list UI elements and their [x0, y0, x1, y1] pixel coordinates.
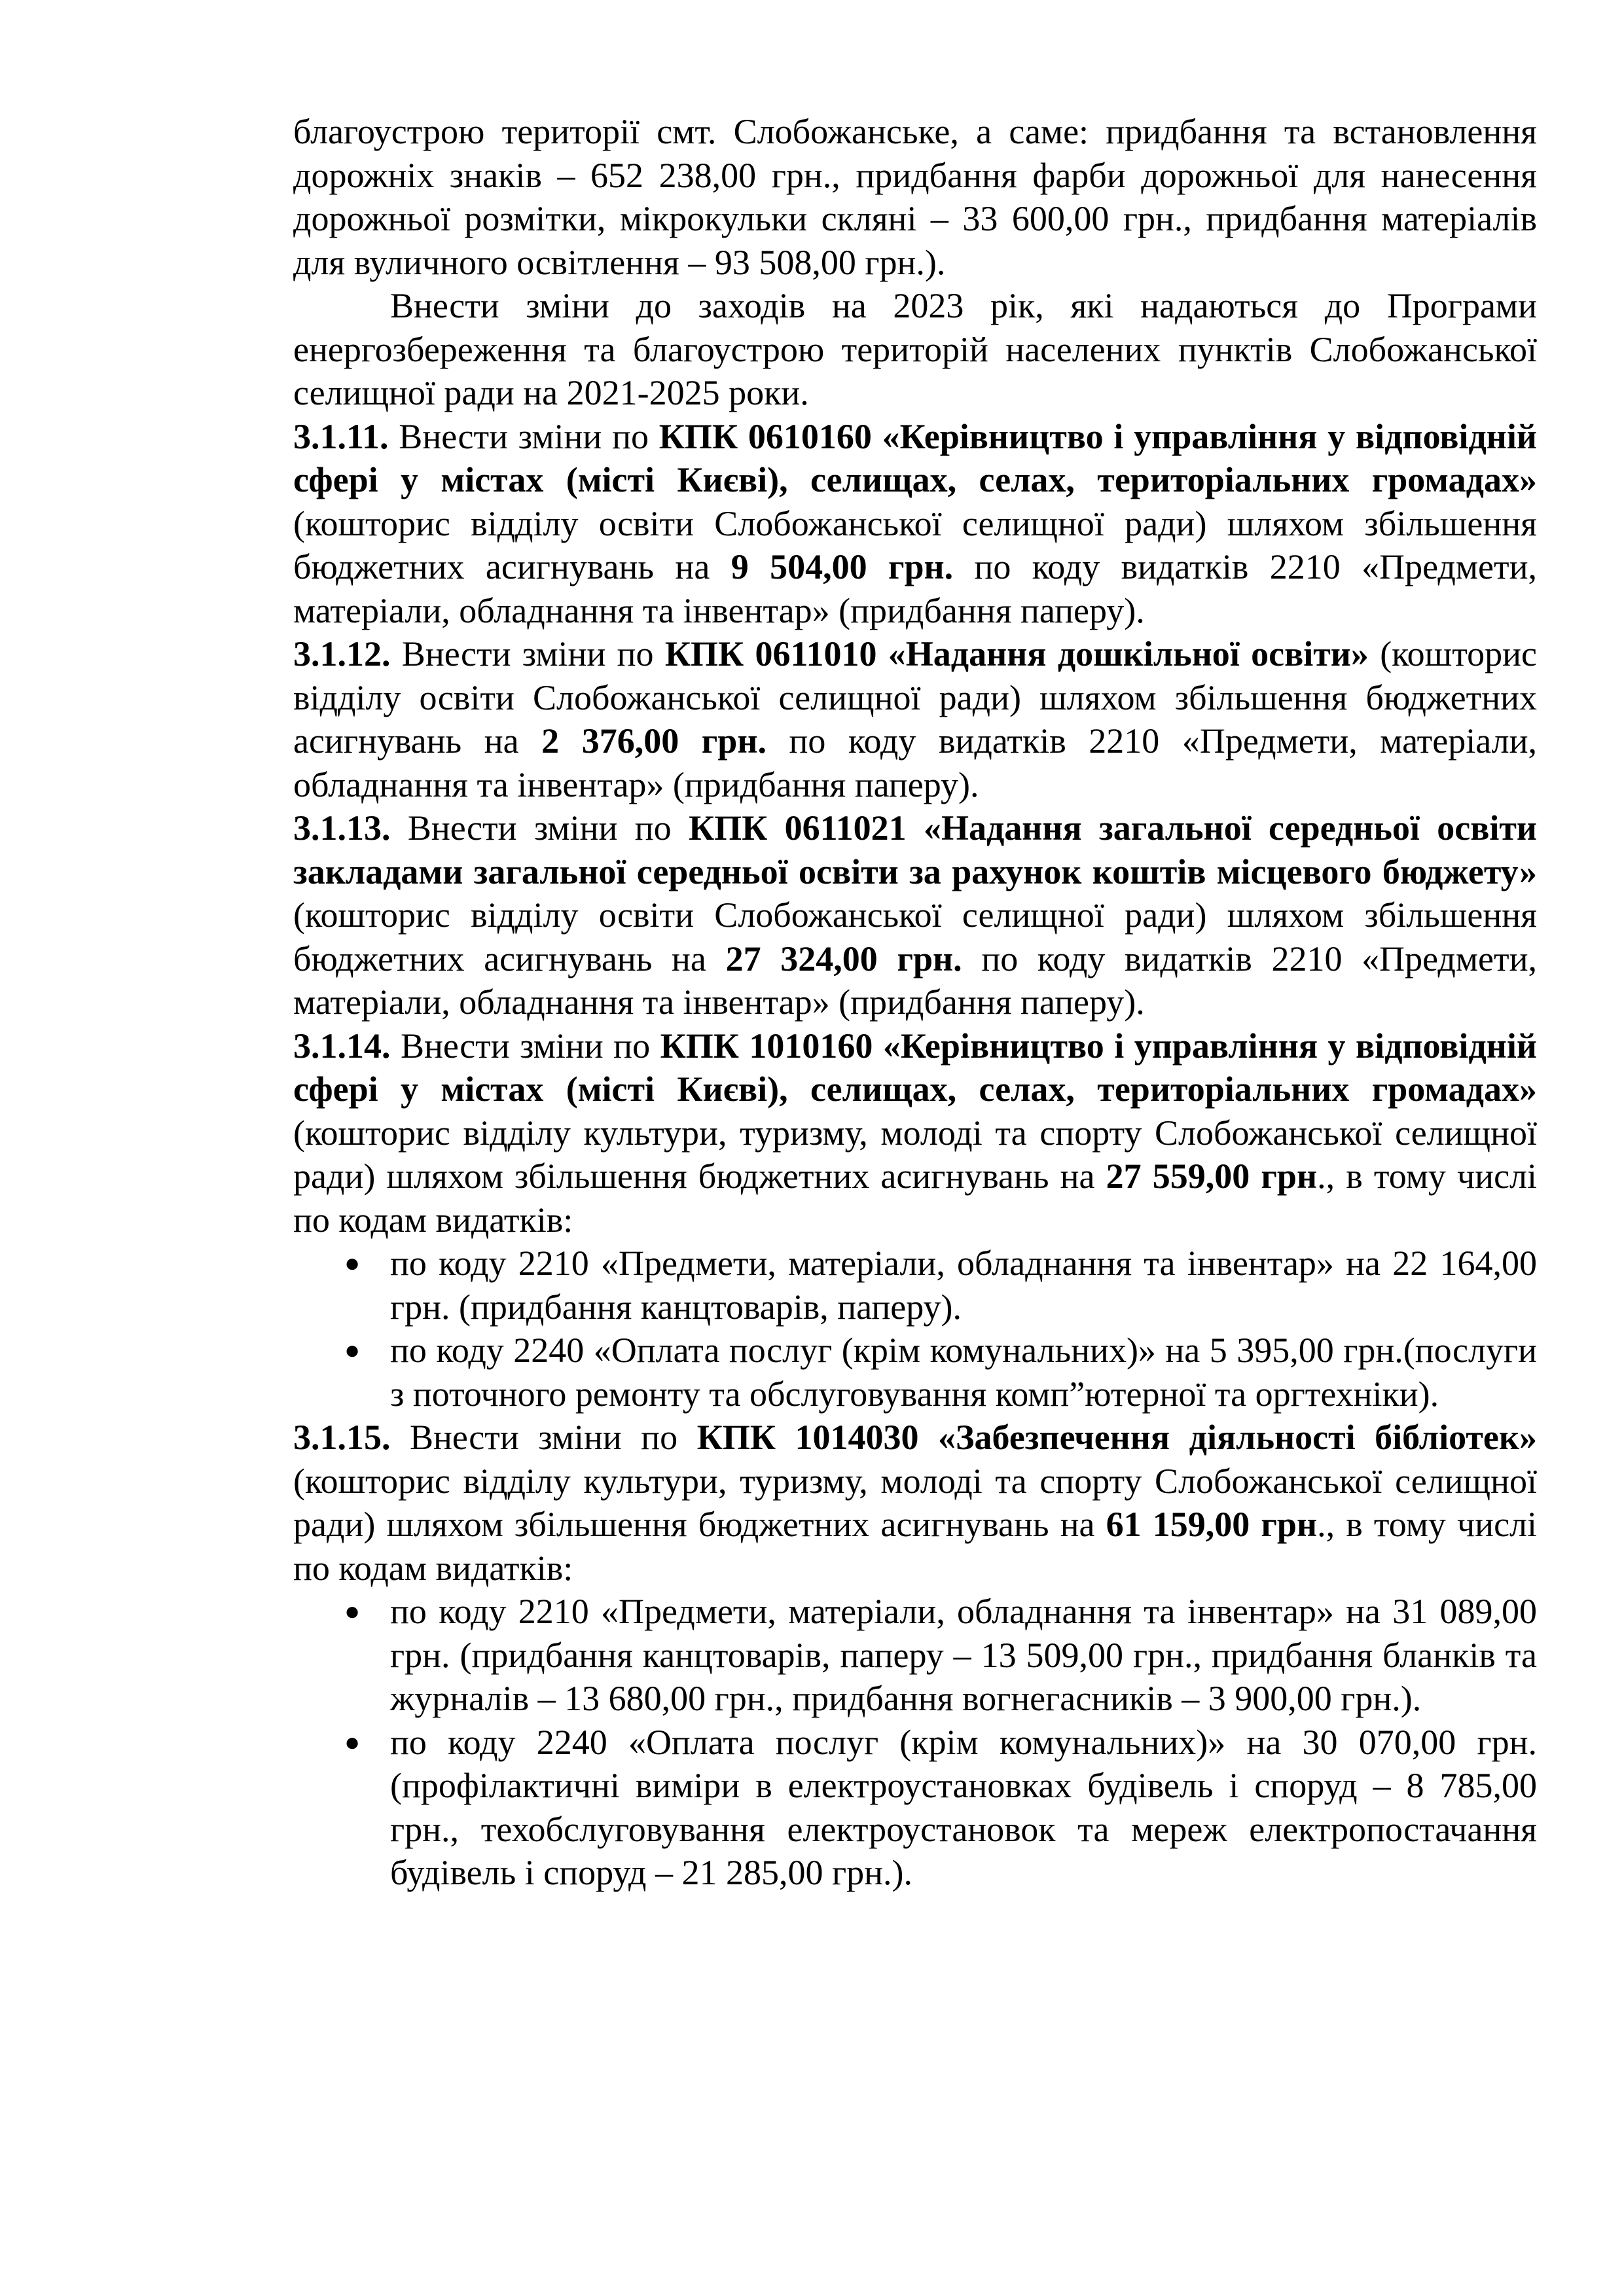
item-mid: (кошторис відділу культури, туризму, молоді та спорту Слобожанської селищної ради) шляхом збільшення бюджетних асигнувань на	[293, 1461, 1537, 1544]
item-3-1-15	[293, 1416, 1537, 1590]
item-kpk: КПК 1010160 «Керівництво і управління у відповідній сфері у містах (місті Києві), селищах, селах, територіальних громадах»	[293, 1026, 1537, 1109]
list-item	[293, 1590, 1537, 1721]
item-post: по коду видатків 2210 «Предмети, матеріали, обладнання та інвентар» (придбання паперу).	[293, 939, 1538, 1022]
item-3-1-14	[293, 1024, 1537, 1242]
list-item	[293, 1329, 1537, 1416]
item-post: ., в тому числі по кодам видатків:	[293, 1157, 1537, 1240]
item-amount: 2 376,00 грн.	[541, 721, 767, 761]
item-pre: Внести зміни по	[390, 634, 665, 673]
list-item-text: по коду 2240 «Оплата послуг (крім комунальних)» на 5 395,00 грн.(послуги з поточного ремонту та обслуговування комп”ютерної та оргтехніки).	[390, 1331, 1537, 1414]
item-kpk: КПК 0611021 «Надання загальної середньої освіти закладами загальної середньої освіти за рахунок коштів місцевого бюджету»	[293, 808, 1537, 891]
item-mid: (кошторис відділу освіти Слобожанської селищної ради) шляхом збільшення бюджетних асигнувань на	[293, 503, 1537, 586]
item-amount: 9 504,00 грн.	[731, 547, 954, 586]
item-post: по коду видатків 2210 «Предмети, матеріали, обладнання та інвентар» (придбання паперу).	[293, 547, 1537, 630]
bullet-list-3-1-15	[293, 1590, 1537, 1895]
document-page	[293, 110, 1537, 1895]
bullet-icon: ●	[344, 1727, 361, 1757]
item-kpk: КПК 0610160 «Керівництво і управління у відповідній сфері у містах (місті Києві), селищах, селах, територіальних громадах»	[293, 416, 1537, 499]
item-amount: 61 159,00 грн	[1106, 1505, 1318, 1544]
item-pre: Внести зміни по	[388, 416, 659, 456]
item-pre: Внести зміни по	[390, 1026, 660, 1066]
item-number: 3.1.11.	[293, 416, 389, 456]
item-post: ., в тому числі по кодам видатків:	[293, 1505, 1537, 1588]
intro-paragraph: благоустрою території смт. Слобожанське, а саме: придбання та встановлення дорожніх знаків – 652 238,00 грн., придбання фарби дорожньої для нанесення дорожньої розмітки, мікрокульки скляні – 33 600,00 грн., придбання матеріалів для вуличного освітлення – 93 508,00 грн.).	[293, 112, 1537, 282]
item-number: 3.1.15.	[293, 1418, 391, 1457]
item-3-1-13	[293, 806, 1537, 1024]
item-amount: 27 559,00 грн	[1106, 1157, 1318, 1196]
bullet-icon: ●	[344, 1596, 361, 1626]
bullet-icon: ●	[344, 1335, 361, 1365]
item-mid: (кошторис відділу культури, туризму, молоді та спорту Слобожанської селищної ради) шляхом збільшення бюджетних асигнувань на	[293, 1113, 1537, 1196]
item-number: 3.1.14.	[293, 1026, 391, 1066]
program-paragraph: Внести зміни до заходів на 2023 рік, які надаються до Програми енергозбереження та благоустрою територій населених пунктів Слобожанської селищної ради на 2021-2025 роки.	[293, 286, 1537, 412]
item-kpk: КПК 1014030 «Забезпечення діяльності бібліотек»	[696, 1418, 1537, 1457]
item-mid: (кошторис відділу освіти Слобожанської селищної ради) шляхом збільшення бюджетних асигнувань на	[293, 895, 1537, 978]
list-item-text: по коду 2210 «Предмети, матеріали, обладнання та інвентар» на 22 164,00 грн. (придбання канцтоварів, паперу).	[390, 1244, 1537, 1327]
list-item-text: по коду 2210 «Предмети, матеріали, обладнання та інвентар» на 31 089,00 грн. (придбання канцтоварів, паперу – 13 509,00 грн., придбання бланків та журналів – 13 680,00 грн., придбання вогнегасників – 3 900,00 грн.).	[390, 1592, 1537, 1718]
item-mid: (кошторис відділу освіти Слобожанської селищної ради) шляхом збільшення бюджетних асигнувань на	[293, 634, 1537, 761]
item-amount: 27 324,00 грн.	[725, 939, 962, 978]
item-post: по коду видатків 2210 «Предмети, матеріали, обладнання та інвентар» (придбання паперу).	[293, 721, 1537, 804]
item-number: 3.1.12.	[293, 634, 391, 673]
item-pre: Внести зміни по	[390, 808, 689, 848]
bullet-list-3-1-14	[293, 1242, 1537, 1416]
item-number: 3.1.13.	[293, 808, 391, 848]
list-item	[293, 1242, 1537, 1329]
list-item-text: по коду 2240 «Оплата послуг (крім комунальних)» на 30 070,00 грн.(профілактичні виміри в електроустановках будівель і споруд – 8 785,00 грн., техобслуговування електроустановок та мереж електропостачання будівель і споруд – 21 285,00 грн.).	[390, 1722, 1537, 1892]
list-item	[293, 1721, 1537, 1895]
item-kpk: КПК 0611010 «Надання дошкільної освіти»	[664, 634, 1369, 673]
item-pre: Внести зміни по	[390, 1418, 697, 1457]
bullet-icon: ●	[344, 1248, 361, 1278]
item-3-1-11	[293, 415, 1537, 633]
item-3-1-12	[293, 632, 1537, 806]
